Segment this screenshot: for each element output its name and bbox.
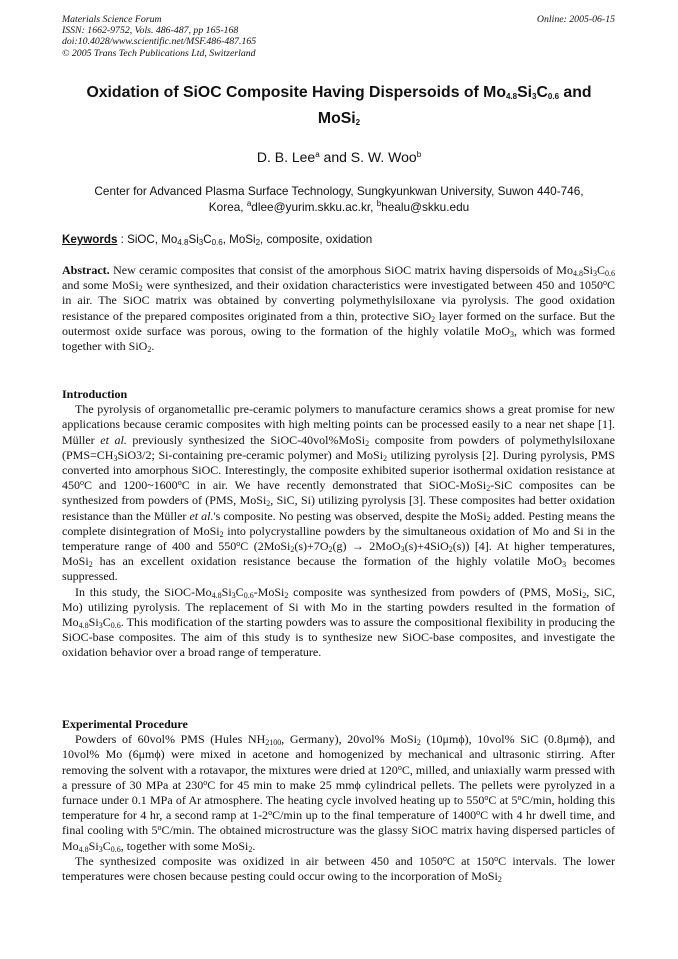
introduction-paragraph-1: The pyrolysis of organometallic pre-ceramic polymers to manufacture ceramics shows a great promise for new applications because ceramic composites with high melting points can be processed easily to a near net shape [1]. Müller et al. previously synthesized the SiOC-40vol%MoSi$_2$ composite from powders of polymethylsiloxane ($PMS=CH_3SiO3/2$; Si-containing pre-ceramic polymer) and MoSi$_2$ utilizing pyrolysis [2]. During pyrolysis, PMS converted into amorphous SiOC. Interestingly, the composite exhibited superior isothermal oxidation resistance at 450$^o$C and 1200~1600$^o$C in air. We have recently demonstrated that SiOC-MoSi$_2$-SiC composites can be synthesized from powders of (PMS, MoSi$_2$, SiC, Si) utilizing pyrolysis [3]. These composites had better oxidation resistance than the Müller et al.'s composite. No pesting was observed, despite the MoSi$_2$ added. Pesting means the complete disintegration of MoSi$_2$ into polycrystalline powders by the simultaneous oxidation of Mo and Si in the temperature range of 400 and 550$^o$C $(2MoSi_2(s)+7O_2(g) \to 2MoO_3(s)+4SiO_2(s))$ [4]. At higher temperatures, MoSi$_2$ has an excellent oxidation resistance because the formation of the highly volatile MoO$_3$ becomes suppressed. (62, 402, 616, 584)
journal-copyright: © 2005 Trans Tech Publications Ltd, Switzerland (62, 47, 256, 59)
keywords-line (62, 232, 616, 247)
email-b[interactable]: healu@skku.edu (381, 200, 470, 214)
online-date: Online: 2005-06-15 (536, 14, 615, 25)
journal-issn: ISSN: 1662-9752, Vols. 486-487, pp 165-168 (62, 25, 239, 37)
introduction-heading: Introduction (62, 387, 128, 401)
abstract-label: Abstract. (62, 263, 110, 277)
keywords-label: Keywords (62, 233, 118, 246)
experimental-heading: Experimental Procedure (62, 717, 188, 731)
paper-authors: D. B. Lee$^a$ and S. W. Woo$^b$ (256, 149, 422, 165)
keywords-text: : SiOC, $Mo_{4.8}Si_3C_{0.6}$, MoSi$_2$, composite, oxidation (117, 233, 373, 247)
email-a[interactable]: dlee@yurim.skku.ac.kr, (251, 200, 377, 214)
author-affiliation (62, 183, 616, 215)
affiliation-line-1: Center for Advanced Plasma Surface Technology, Sungkyunkwan University, Suwon 440-746, (94, 184, 584, 198)
journal-name: Materials Science Forum (62, 14, 162, 25)
experimental-section (62, 717, 615, 884)
abstract-text: New ceramic composites that consist of the amorphous SiOC matrix having dispersoids of $Mo_{4.8}Si_3C_{0.6}$ and some MoSi$_2$ were synthesized, and their oxidation characteristics were investigated between 450 and 1050$^o$C in air. The SiOC matrix was obtained by converting polymethylsiloxane via pyrolysis. The good oxidation resistance of the prepared composites originated from a thin, protective SiO$_2$ layer formed on the surface. But the outermost oxide surface was porous, owing to the formation of the highly volatile MoO$_3$, which was formed together with SiO$_2$. (62, 263, 616, 355)
experimental-paragraph-1: Powders of 60vol% PMS (Hules $NH_{2100}$, Germany), 20vol% MoSi$_2$ (10μmϕ), 10vol% SiC (0.8μmϕ), and 10vol% Mo (6μmϕ) were mixed in acetone and homogenized by mechanical and ultrasonic stirring. After removing the solvent with a rotavapor, the mixtures were dried at 120$^o$C, milled, and uniaxially warm pressed with a pressure of 30 MPa at 230$^o$C for 45 min to make 25 mmϕ cylindrical pellets. The pellets were pyrolyzed in a furnace under 0.1 MPa of Ar atmosphere. The heating cycle involved heating up to 550$^o$C at 5$^o$C/min, holding this temperature for 4 hr, a second ramp at 1-2$^o$C/min up to the final temperature of 1400$^o$C with 4 hr dwell time, and final cooling with 5$^o$C/min. The obtained microstructure was the glassy SiOC matrix having dispersed particles of $Mo_{4.8}Si_3C_{0.6}$, together with some MoSi$_2$. (62, 732, 616, 854)
introduction-paragraph-2: In this study, the SiOC-$Mo_{4.8}Si_3C_{0.6}-MoSi_2$ composite was synthesized from powders of (PMS, MoSi$_2$, SiC, Mo) utilizing pyrolysis. The replacement of Si with Mo in the starting powders resulted in the formation of $Mo_{4.8}Si_3C_{0.6}$. This modification of the starting powders was to assure the compositional flexibility in producing the SiOC-base composites. The aim of this study is to synthesize new SiOC-base composites, and investigate the oxidation behavior over a broad range of temperature. (62, 584, 615, 660)
paper-title: Oxidation of SiOC Composite Having Dispersoids of $Mo_{4.8}Si_3C_{0.6}$ and MoSi$_2$ (86, 84, 592, 127)
abstract-section (62, 263, 615, 354)
experimental-paragraph-2: The synthesized composite was oxidized in air between 450 and 1050$^o$C at 150$^o$C intervals. The lower temperatures were chosen because pesting could occur owing to the incorporation of MoSi$_2$ (62, 853, 615, 885)
introduction-section (62, 387, 615, 661)
affiliation-line-2: Korea, $^a$dlee@yurim.skku.ac.kr, $^b$healu@skku.edu (208, 199, 470, 214)
journal-doi: doi:10.4028/www.scientific.net/MSF.486-487.165 (62, 36, 257, 48)
journal-header (62, 14, 422, 59)
